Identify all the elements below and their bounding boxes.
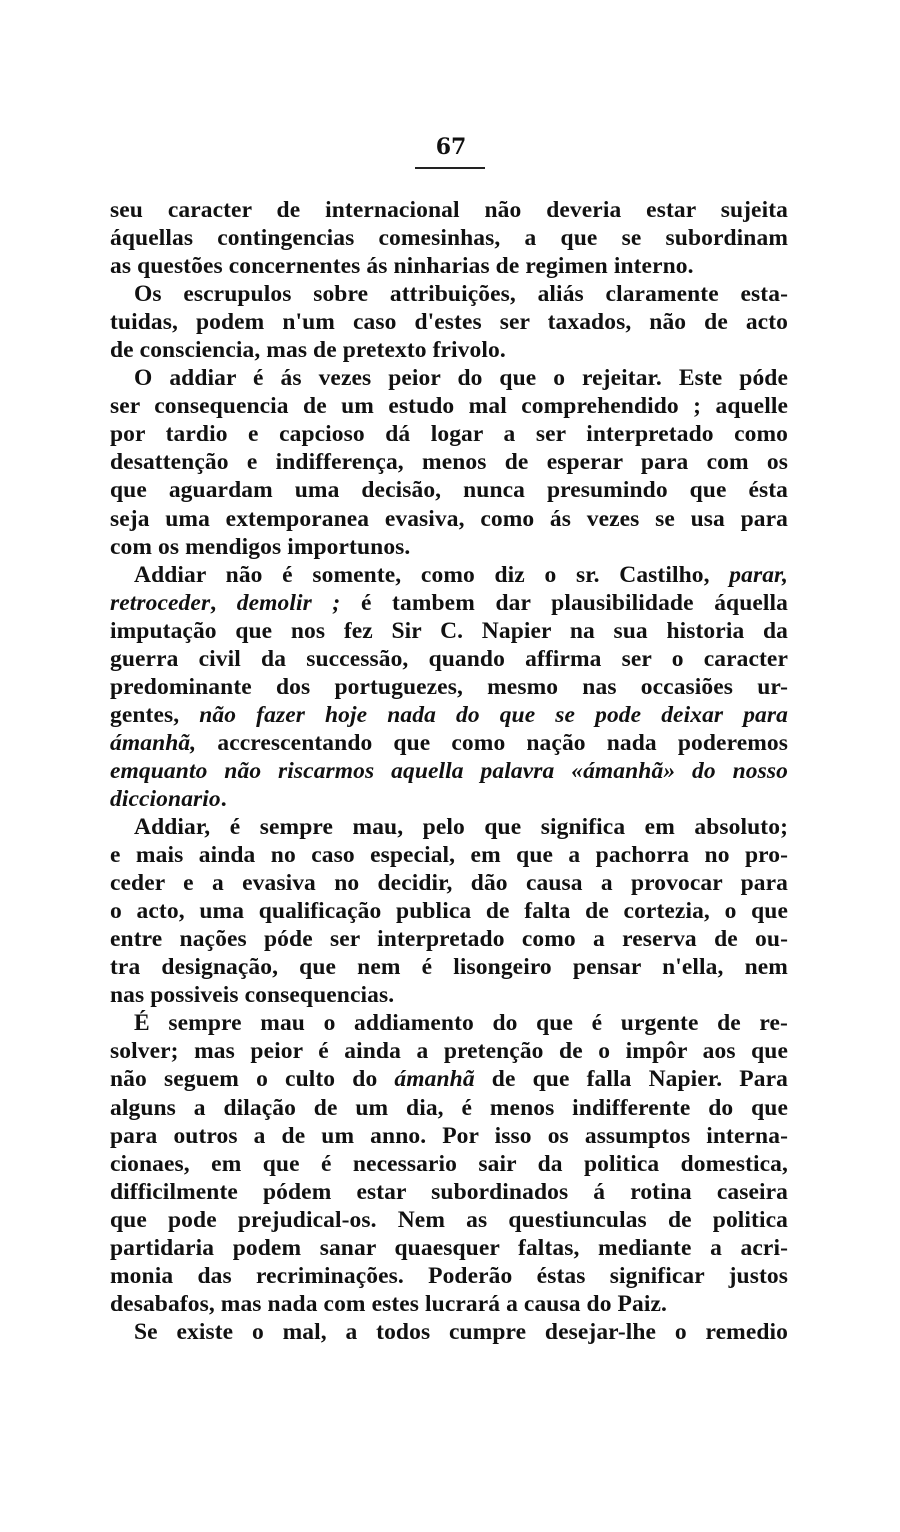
text-segment: as questões concernentes ás ninharias de regimen interno. (110, 253, 694, 280)
text-segment: tuidas, podem n'um caso d'estes ser taxados, não de acto (110, 309, 788, 336)
italic-text: retroceder (110, 589, 211, 616)
text-line (110, 729, 788, 757)
text-segment: O addiar é ás vezes peior do que o rejeitar. Este póde (134, 365, 788, 392)
text-line (110, 1206, 788, 1234)
text-segment: ser consequencia de um estudo mal comprehendido ; aquelle (110, 393, 788, 420)
text-segment: Addiar, é sempre mau, pelo que significa em absoluto; (134, 814, 788, 841)
text-segment: . (220, 785, 227, 812)
text-segment: seja uma extemporanea evasiva, como ás vezes se usa para (110, 505, 788, 532)
text-segment: de consciencia, mas de pretexto frivolo. (110, 337, 506, 364)
text-line (110, 589, 788, 617)
text-line (110, 505, 788, 533)
italic-text: diccionario (110, 785, 221, 812)
text-segment: nas possiveis consequencias. (110, 982, 395, 1009)
text-line (110, 1178, 788, 1206)
text-segment: com os mendigos importunos. (110, 533, 411, 560)
text-segment: , (210, 589, 237, 616)
text-line (110, 645, 788, 673)
text-segment: Addiar não é somente, como diz o sr. Castilho, (134, 561, 730, 588)
text-segment: desabafos, mas nada com estes lucrará a causa do Paiz. (110, 1290, 667, 1317)
text-segment: não seguem o culto do (110, 1066, 395, 1093)
text-segment: accrescentando que como nação nada poderemos (196, 729, 788, 756)
text-segment: desattenção e indifferença, menos de esperar para com os (110, 449, 788, 476)
italic-text: emquanto não riscarmos aquella palavra «ámanhã» do nosso (110, 757, 788, 784)
italic-text: demolir ; (236, 589, 341, 616)
text-line (110, 785, 788, 813)
text-segment: alguns a dilação de um dia, é menos indifferente do que (110, 1094, 788, 1121)
text-segment: é tambem dar plausibilidade áquella (340, 589, 789, 616)
text-line (110, 925, 788, 953)
text-line (110, 869, 788, 897)
text-line (110, 1037, 788, 1065)
text-line (110, 1094, 788, 1122)
text-line (110, 561, 788, 589)
text-line (110, 224, 788, 252)
text-segment: predominante dos portuguezes, mesmo nas occasiões ur- (110, 673, 788, 700)
italic-text: parar, (729, 561, 788, 588)
text-segment: Os escrupulos sobre attribuições, aliás claramente esta- (134, 281, 788, 308)
body-text (110, 196, 788, 1346)
text-segment: e mais ainda no caso especial, em que a pachorra no pro- (110, 842, 788, 869)
text-segment: por tardio e capcioso dá logar a ser interpretado como (110, 421, 788, 448)
text-line (110, 757, 788, 785)
text-segment: gentes, (110, 701, 200, 728)
text-segment: guerra civil da successão, quando affirma ser o caracter (110, 645, 788, 672)
text-line (110, 196, 788, 224)
page-number-rule (415, 167, 485, 169)
text-segment: seu caracter de internacional não deveria estar sujeita (110, 197, 788, 223)
text-segment: Se existe o mal, a todos cumpre desejar-lhe o remedio (134, 1318, 788, 1345)
italic-text: ámanhã, (110, 729, 197, 756)
text-line (110, 308, 788, 336)
text-line (110, 1262, 788, 1290)
text-line (110, 1009, 788, 1037)
text-segment: monia das recriminações. Poderão éstas significar justos (110, 1262, 788, 1289)
text-segment: tra designação, que nem é lisongeiro pensar n'ella, nem (110, 954, 788, 981)
text-segment: entre nações póde ser interpretado como a reserva de ou- (110, 926, 788, 953)
text-segment: que aguardam uma decisão, nunca presumindo que ésta (110, 477, 788, 504)
text-segment: ceder e a evasiva no decidir, dão causa a provocar para (110, 870, 788, 897)
text-segment: difficilmente pódem estar subordinados á rotina caseira (110, 1178, 788, 1205)
text-segment: imputação que nos fez Sir C. Napier na sua historia da (110, 617, 788, 644)
text-segment: solver; mas peior é ainda a pretenção de o impôr aos que (110, 1038, 788, 1065)
text-line (110, 1318, 788, 1346)
text-segment: o acto, uma qualificação publica de falta de cortezia, o que (110, 898, 788, 925)
text-line (110, 252, 788, 280)
text-line (110, 1122, 788, 1150)
text-line (110, 953, 788, 981)
text-line (110, 1234, 788, 1262)
text-line (110, 392, 788, 420)
text-line (110, 336, 788, 364)
page-number: 67 (435, 134, 467, 160)
text-line (110, 476, 788, 504)
text-line (110, 1290, 788, 1318)
text-segment: de que falla Napier. Para (474, 1066, 788, 1093)
text-line (110, 1150, 788, 1178)
text-segment: áquellas contingencias comesinhas, a que se subordinam (110, 225, 788, 252)
italic-text: ámanhã (394, 1066, 475, 1093)
text-line (110, 280, 788, 308)
text-line (110, 533, 788, 561)
text-line (110, 448, 788, 476)
text-segment: cionaes, em que é necessario sair da politica domestica, (110, 1150, 788, 1177)
text-line (110, 364, 788, 392)
text-line (110, 617, 788, 645)
italic-text: não fazer hoje nada do que se pode deixar para (199, 701, 788, 728)
text-segment: que pode prejudical-os. Nem as questiunculas de politica (110, 1206, 788, 1233)
text-segment: para outros a de um anno. Por isso os assumptos interna- (110, 1122, 788, 1149)
text-line (110, 701, 788, 729)
text-line (110, 841, 788, 869)
text-line (110, 1065, 788, 1093)
text-line (110, 897, 788, 925)
text-line (110, 981, 788, 1009)
text-segment: partidaria podem sanar quaesquer faltas, mediante a acri- (110, 1234, 788, 1261)
text-line (110, 673, 788, 701)
text-line (110, 420, 788, 448)
text-segment: É sempre mau o addiamento do que é urgente de re- (134, 1010, 788, 1037)
text-line (110, 813, 788, 841)
